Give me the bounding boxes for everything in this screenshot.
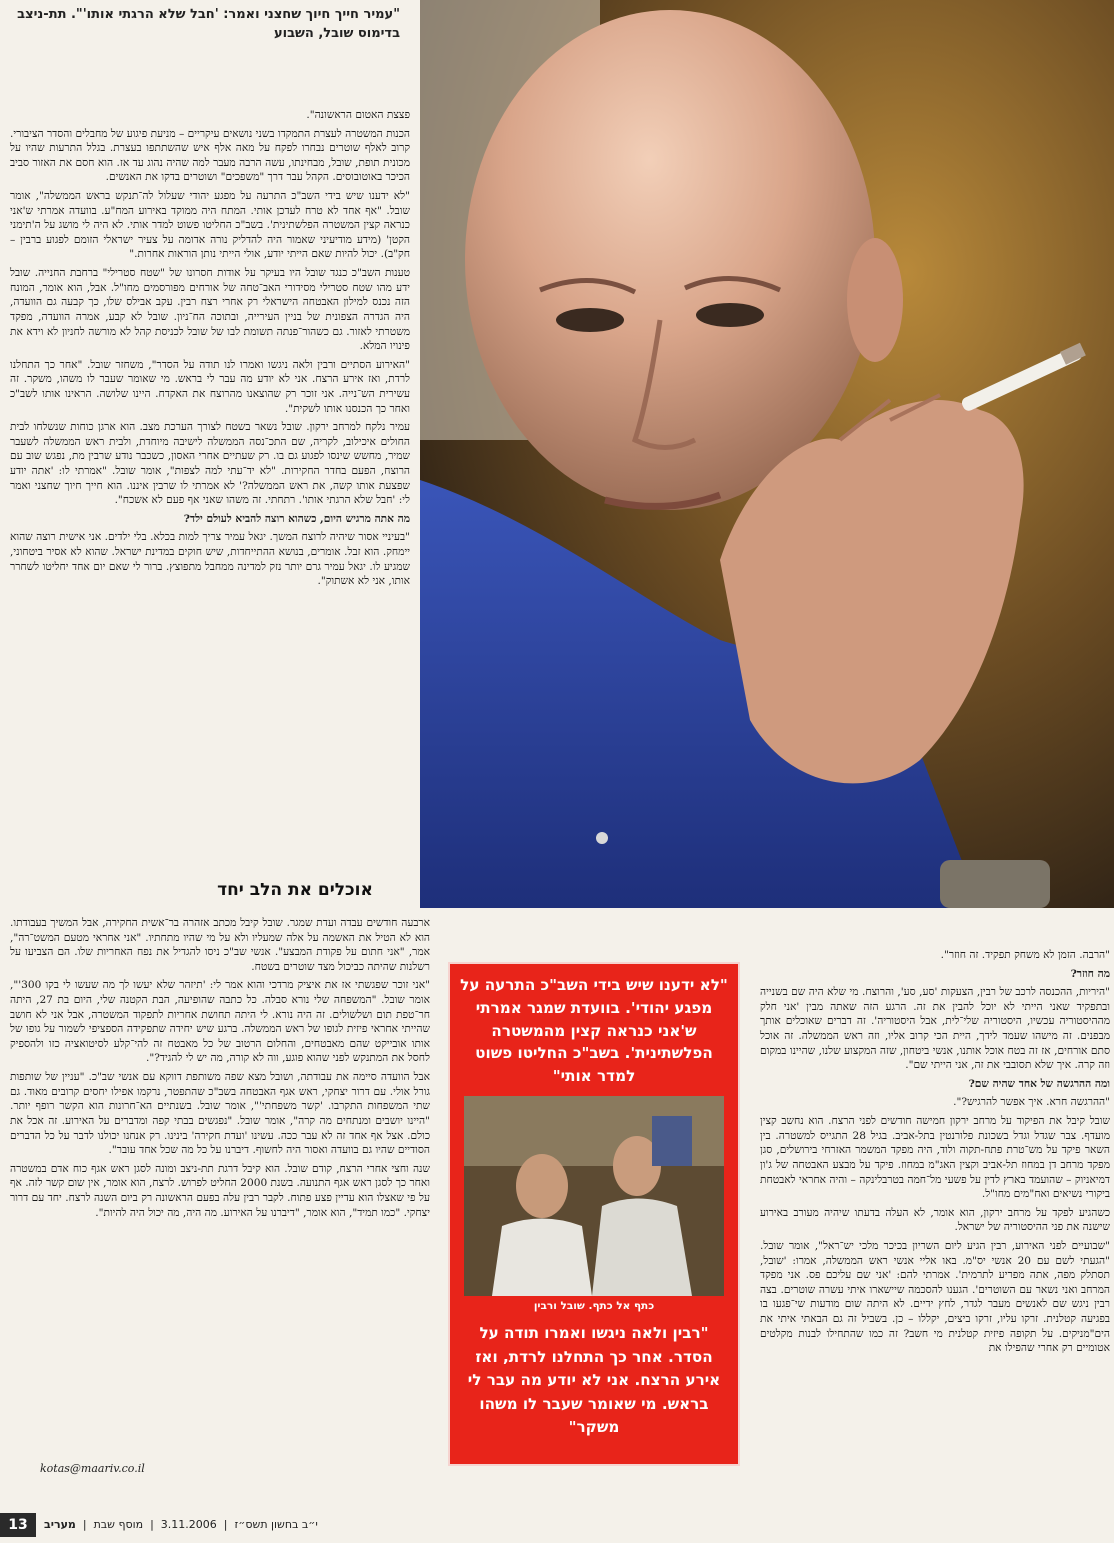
paragraph: אבל הוועדה סיימה את עבודתה, ושובל מצא שפה משותפת דווקא עם אנשי שב"כ. "עניין של שותפות גורל אולי. עם דרור יצחקי, ראש אגף האבטחה בשב"כ שהתפטר, נרקמו אפילו יחסים קרובים מאוד. גם שתי המשפחות התקרבו. 'קשר משפחתי'", אומר שובל. בשנתיים הא־חרונות הוא הקשר רופף יותר. "היינו יושבים ומנתחים מה קרה", אומר שובל. "נפגשים בבתי קפה ומדברים על האירוע. זה אכל את כולם. אצל אף אחד זה לא עבר ככה. עשינו 'ועדת חקירה' בינינו. רק אנחנו יכולנו לדבר על כל הדברים הסודיים שהיו גם בוועדה ואסור היה לחשוף. דיברנו על כל מה שכל אחד עובר". bbox=[10, 1071, 430, 1157]
paragraph: "בעיניי אסור שיהיה לרוצח המשך. יגאל עמיר צריך למות בכלא. בלי ילדים. אני אישית רוצה שהוא יימחק. הוא זבל. אומרים, בנושא ההתייחדות, שיש חוקים במדינת ישראל. שהוא לא אסיר ביטחוני, שמגיע לו. יגאל עמיר גרם יותר נזק למדינה ממחבל מתפוצץ. ברור לי שאם יום אחד יחליטו לשחרר אותו, אני לא אשתוק". bbox=[10, 531, 410, 588]
interview-question: ומה ההרגשה של אחד שהיה שם? bbox=[968, 1077, 1110, 1090]
inset-photo bbox=[464, 1096, 724, 1296]
paragraph: "האירוע הסתיים ורבין ולאה ניגשו ואמרו לנו תודה על הסדר", משחזר שובל. "אחר כך התחלנו לרדת, ואז אירע הרצח. אני לא יודע מה עבר לי בראש. מי שאומר שעבר לו משהו, משקר. זה עשירית הש־נייה. אני זוכר רק שהוצאנו מהרוצח את האקדח. היינו שלושה. הראינו אותו לשב"כ ואחר כך הכנסנו אותו לשקית". bbox=[10, 358, 410, 415]
footer-hebrew-date: י״ב בחשון תשס״ז bbox=[234, 1518, 318, 1531]
paragraph: כשהגיע לפקד על מרחב ירקון, הוא אומר, לא העלה בדעתו שיהיה מעורב באירוע שישנה את פני ההיסטוריה של ישראל. bbox=[760, 1206, 1110, 1234]
paragraph: פצצת האטום הראשונה". bbox=[306, 109, 410, 121]
footer-date: 3.11.2006 bbox=[160, 1518, 217, 1531]
paragraph: שובל קיבל את הפיקוד על מרחב ירקון חמישה חודשים לפני הרצח. הוא נחשב קצין מועדף. צבר שגדל וגדל בשכונת פלורנטין בתל-אביב. בגיל 28 התגייס למשטרה. בין השאר פיקד על מש־טרת פתח-תקוה ולוד, היה מפקד המשמר האזרחי בירושלים, סגן מפקד מרחב דן במחוז תל-אביב וקצין האג"מ במחוז. פיקד על מבצע האבטחה של ג'ון דמיאניוק – שהועמד בארץ לדין על פשעי מל־חמה בטרבלינקה – והיה אחראי לאבטחת ביקורי נשיאים ואח"מים מחו"ל. bbox=[760, 1115, 1110, 1201]
footer-line: י״ב בחשון תשס״ז | 3.11.2006 | מוסף שבת | מעריב bbox=[44, 1518, 318, 1531]
author-email: kotas@maariv.co.il bbox=[40, 1462, 145, 1475]
portrait-illustration bbox=[420, 0, 1114, 908]
paragraph: "שבועיים לפני האירוע, רבין הגיע ליום השריון בכיכר מלכי יש־ראל", אומר שובל. "הגעתי לשם עם 20 אנשי יס"מ. באו אליי אנשי ראש הממשלה, אמרו: 'שובל, תסתלק מפה, אתה מפריע לתרמית'. אמרתי להם: 'אני שם עליכם פס. אני מפקד המרחב ואני נשאר עם השוטרים'. הגענו להסכמה שיישארו איתי עשרה שוטרים. בצה רבין ניגש שם לאנשים מעבר לגדר, לחץ ידיים. לא היתה שום מודעות שי־פגעו בו בפגיעה קטלנית. זרקו עליו, זרקו ביצים, יקללו – כן. בשביל זה גם הבאתי איתי את הים"מניקים. על תקופה פיזית קטלנית מי חשב? זה כמו שהתחילו לבנות מקלטים אטומיים רק אחרי שהפילו את bbox=[760, 1239, 1110, 1355]
inset-photo-illustration bbox=[464, 1096, 724, 1296]
section-subheading: אוכלים את הלב יחד bbox=[217, 880, 373, 900]
paragraph: "הרבה. הזמן לא משחק תפקיד. זה חוזר". bbox=[940, 949, 1110, 961]
paragraph: שנה וחצי אחרי הרצח, קודם שובל. הוא קיבל דרגת תת-ניצב ומונה לסגן ראש אגף כוח אדם במשטרה ואחר כך לסגן ראש אגף התנועה. בשנת 2000 החליט לפרוש. לרצח, הוא אומר, אין שום קשר לזה. אף על פי שאצלו הוא עדיין פצע פתוח. לקבר רבין עלה בפעם הראשונה רק ביום השנה לרצח. יחד עם דרור יצחקי. "כמו תמיד", הוא אומר, "דיברנו על האירוע. מה היה, מה יכול היה להיות". bbox=[10, 1162, 430, 1219]
article-column-left-top bbox=[10, 108, 410, 593]
paragraph: הכנות המשטרה לעצרת התמקדו בשני נושאים עיקריים – מניעת פיגוע של מחבלים והסדר הציבורי. קרוב לאלף שוטרים נבחרו לפקח על מאה אלף איש שהשתתפו בעצרת. בגלל התרעות שהיו על מכונית תופת, שובל, מבחינתו, עשה הרבה מעבר למה שהיה נהוג עד אז. הוא חסם את האזור סביב הכיכר באוטובוסים. הקהל עבר דרך "משפכים" ושוטרים בדקו את האנשים. bbox=[10, 127, 410, 184]
paragraph: "אני זוכר שפגשתי אז את איציק מרדכי והוא אמר לי: 'תיזהר שלא יעשו לך מה שעשו לי בקו 300'", אומר שובל. "המשפחה שלי נורא סבלה. כל כתבה שהופיעה, הבת הקטנה שלי, היום בת 27, היתה חר־טפת תום ושלשולים. זה היה נורא. לי היתה תחושת אחריות לתפקוד המשטרה, אבל אני לא חושב שהייתי אחראי פיזית לגופו של ראש הממשלה. ברגע שיש יחידה שתפקידה הספציפי לשמור על גופו של אותו אובייקט שהם מאבטחים, והחלום הרטוב של כל מאבטח זה להי־קלע לסיטואציה כזו ולהספיק לחסל את המתנקש לפני שהוא פוגע, ווה לא קורה, מה יש לי להגיד?". bbox=[10, 979, 430, 1065]
article-column-left-bottom bbox=[10, 916, 430, 1224]
paragraph: "ההרגשה חרא. איך אפשר להרגיש?". bbox=[953, 1096, 1110, 1109]
box-quote-top: "לא ידענו שיש בידי השב"כ התרעה על מפגע יהודי'. בוועדת שמגר אמרתי ש'אני כנראה קצין מהמשטרה הפלשתינית'. בשב"כ החליטו פשוט למדר אותי" bbox=[460, 976, 728, 1086]
interview-question: מה חוזר? bbox=[1070, 967, 1110, 980]
paragraph: טענות השב"כ כנגד שובל היו בעיקר על אודות חסרונו של "שטח סטרילי" ברחבת החנייה. שובל ידע מהו שטח סטרילי מסידורי האב־טחה של אורחים מפורסמים מחו"ל. אבל, הוא אומר, המונח הזה נכנס למילון האבטחה הישראלי רק אחרי רצח רבין. עקב אבילס שלו, כך קבעה גם הוועדה, היה הגדרה הצפונית של בניין העירייה, ובתוכה הח־ניון. שובל לא קבע, אמרה הוועדה, מפקד משטרתי לאזור. גם כשהור־פנתה תשומת לבו של שובל לכניסת קהל לא מורשה לחניון לא וידא את פינויו המלא. bbox=[10, 267, 410, 353]
red-quote-box bbox=[448, 962, 740, 1466]
pull-quote: "עמיר חייך חיוך שחצני ואמר: 'חבל שלא הרגתי אותו'". תת-ניצב בדימוס שובל, השבוע bbox=[17, 7, 400, 41]
portrait-photo bbox=[420, 0, 1114, 908]
paragraph: עמיר נלקח למרחב ירקון. שובל נשאר בשטח לצורך הערכת מצב. הוא ארגן כוחות שנשלחו לבית החולים איכילוב, לקריה, שם התכ־נסה הממשלה לישיבה מיוחדת, ולבית ראש הממשלה לשעבר שמיר, מחשש שינסו לפגוע גם בו. רק שעתיים אחרי האסון, כשכבר נודע שרבין מת, נפגש שוב עם הרוצח, הפעם בחדר החקירות. "לא יד־עתי למה לצפות", אומר שובל. "אמרתי לו: 'אתה יודע שפצעת אותו קשה, את ראש הממשלה?' לא אמרתי לו שרבין איננו. הוא חייך חיוך שחצני ואמר לי: 'חבל שלא הרגתי אותו'. רתחתי. זה משהו שאני אף פעם לא אשכח". bbox=[10, 421, 410, 507]
footer-section: מוסף שבת bbox=[93, 1518, 144, 1531]
footer-publication: מעריב bbox=[44, 1518, 76, 1531]
page-number: 13 bbox=[0, 1513, 36, 1537]
page-footer bbox=[0, 1513, 1114, 1543]
article-column-right bbox=[760, 948, 1110, 1360]
paragraph: "היריות, ההכנסה לרכב של רבין, הצעקות 'סע, סע', והרוצח. מי שלא היה שם בשנייה ובתפקיד שאני הייתי לא יוכל להבין את זה. הרגע הזה שאתה מבין 'אני חלק מההיסטוריה עכשיו, היסטוריה שלי־לית, אבל היסטוריה'. זה דברים שאוכלים אותך מבפנים. זה מישהו שעמד לידך, היית הכי קרוב אליו, וזה ראש הממשלה. זה אוכל סתם אורחים, אז זה בטח אוכל אותנו, אנשי ביטחון, שזה המקצוע שלנו, שהיינו במקום וזה קרה. איך שלא תסובבי את זה, אני הייתי שם". bbox=[760, 986, 1110, 1072]
interview-question: מה אתה מרגיש היום, כשהוא רוצה להביא לעולם ילד? bbox=[183, 512, 410, 525]
paragraph: ארבעה חודשים עבדה ועדת שמגר. שובל קיבל מכתב אזהרה בר־אשית החקירה, אבל המשיך בעבודתו. הוא לא הטיל את האשמה על אלה שמעליו ולא על מי שהיו מתחתיו. "אני אחראי מטעם המשט־רה", אמר, "אני חתום על פקודת המבצע". אנשי שב"כ ניסו להגדיל את נפח האחריות שלו. הם הצביעו על רשלנות שהיתה כביכול מצד שוטרים בשטח. bbox=[10, 917, 430, 973]
inset-photo-caption: כתף אל כתף. שובל ורבין bbox=[533, 1299, 655, 1312]
box-quote-bottom: "רבין ולאה ניגשו ואמרו תודה על הסדר. אחר כך התחלנו לרדת, ואז אירע הרצח. אני לא יודע מה עבר לי בראש. מי שאומר שעבר לו משהו משקר" bbox=[467, 1323, 721, 1437]
paragraph: "לא ידענו שיש בידי השב"כ התרעה על מפגע יהודי שעלול לה־תנקש בראש הממשלה", אומר שובל. "אף אחד לא טרח לעדכן אותי. המתח היה ממוקד באירוע המח"ע. בוועדה אמרתי ש'אני כנראה קצין המשטרה הפלשתינית'. בשב"כ החליטו פשוט למדר אותי. לא היה לי מושג על ה'תימני הקטן' (מידע מודיעיני שאמור היה להדליק נורה אדומה על צעיר ישראלי הזומם לפגוע ברבין – חק"ב). יכול להיות שאם הייתי יודע, אולי הייתי נותן הוראות אחרות." bbox=[10, 190, 410, 261]
